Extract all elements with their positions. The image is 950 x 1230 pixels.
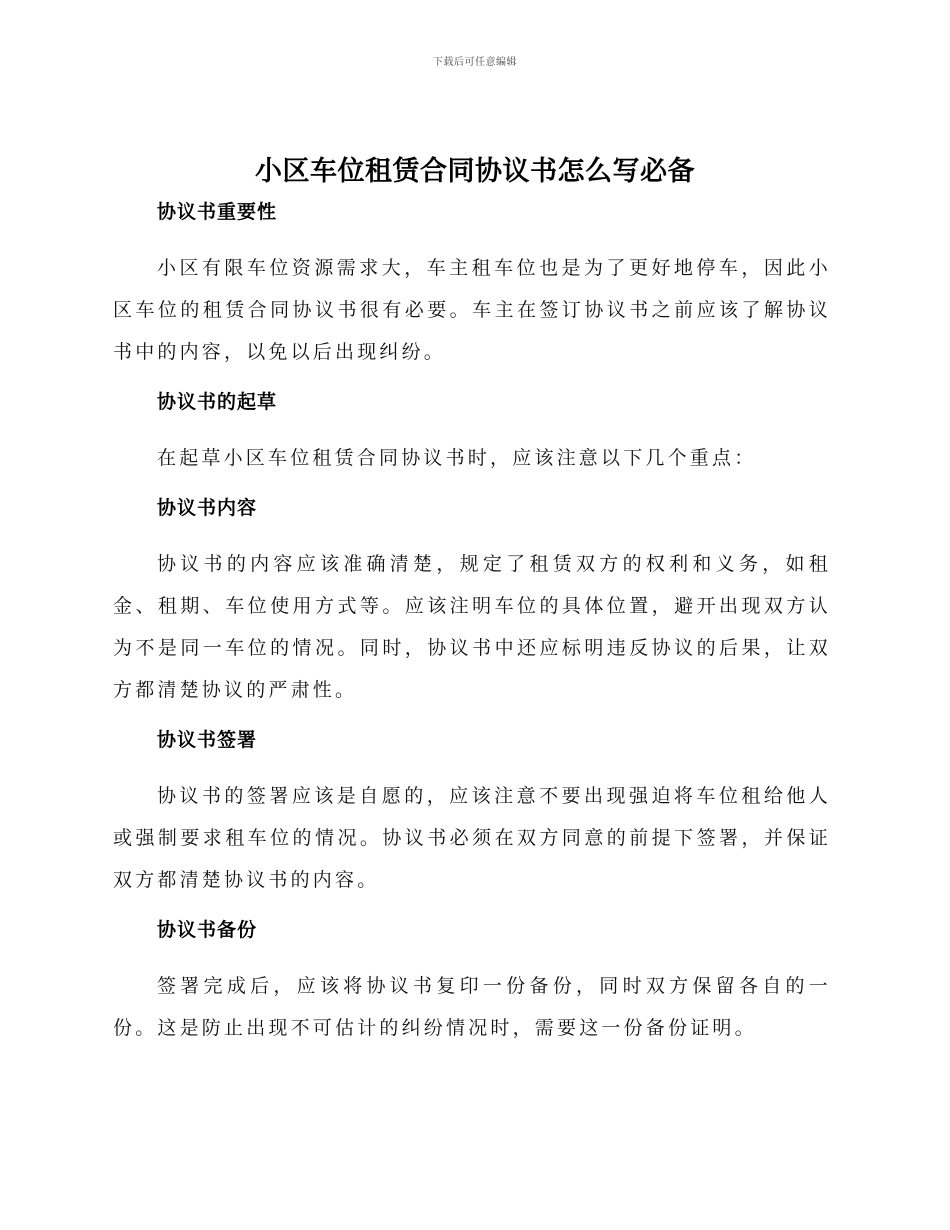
document-title: 小区车位租赁合同协议书怎么写必备 bbox=[255, 156, 695, 187]
section-heading-content: 协议书内容 bbox=[157, 497, 258, 519]
header-note: 下载后可任意编辑 bbox=[433, 57, 517, 68]
section-heading-drafting: 协议书的起草 bbox=[157, 391, 278, 413]
paragraph-backup: 签署完成后，应该将协议书复印一份备份，同时双方保留各自的一份。这是防止出现不可估计的纠纷情况时，需要这一份备份证明。 bbox=[113, 975, 831, 1039]
document-body bbox=[113, 197, 831, 1049]
section-heading-signing: 协议书签署 bbox=[157, 729, 258, 751]
section-heading-importance: 协议书重要性 bbox=[157, 201, 278, 223]
section-heading-backup: 协议书备份 bbox=[157, 919, 258, 941]
paragraph-drafting: 在起草小区车位租赁合同协议书时，应该注意以下几个重点： bbox=[157, 447, 757, 469]
paragraph-signing: 协议书的签署应该是自愿的，应该注意不要出现强迫将车位租给他人或强制要求租车位的情况。协议书必须在双方同意的前提下签署，并保证双方都清楚协议书的内容。 bbox=[113, 785, 831, 891]
paragraph-content: 协议书的内容应该准确清楚，规定了租赁双方的权利和义务，如租金、租期、车位使用方式等。应该注明车位的具体位置，避开出现双方认为不是同一车位的情况。同时，协议书中还应标明违反协议的后果，让双方都清楚协议的严肃性。 bbox=[113, 553, 831, 701]
paragraph-importance: 小区有限车位资源需求大，车主租车位也是为了更好地停车，因此小区车位的租赁合同协议书很有必要。车主在签订协议书之前应该了解协议书中的内容，以免以后出现纠纷。 bbox=[113, 257, 831, 363]
